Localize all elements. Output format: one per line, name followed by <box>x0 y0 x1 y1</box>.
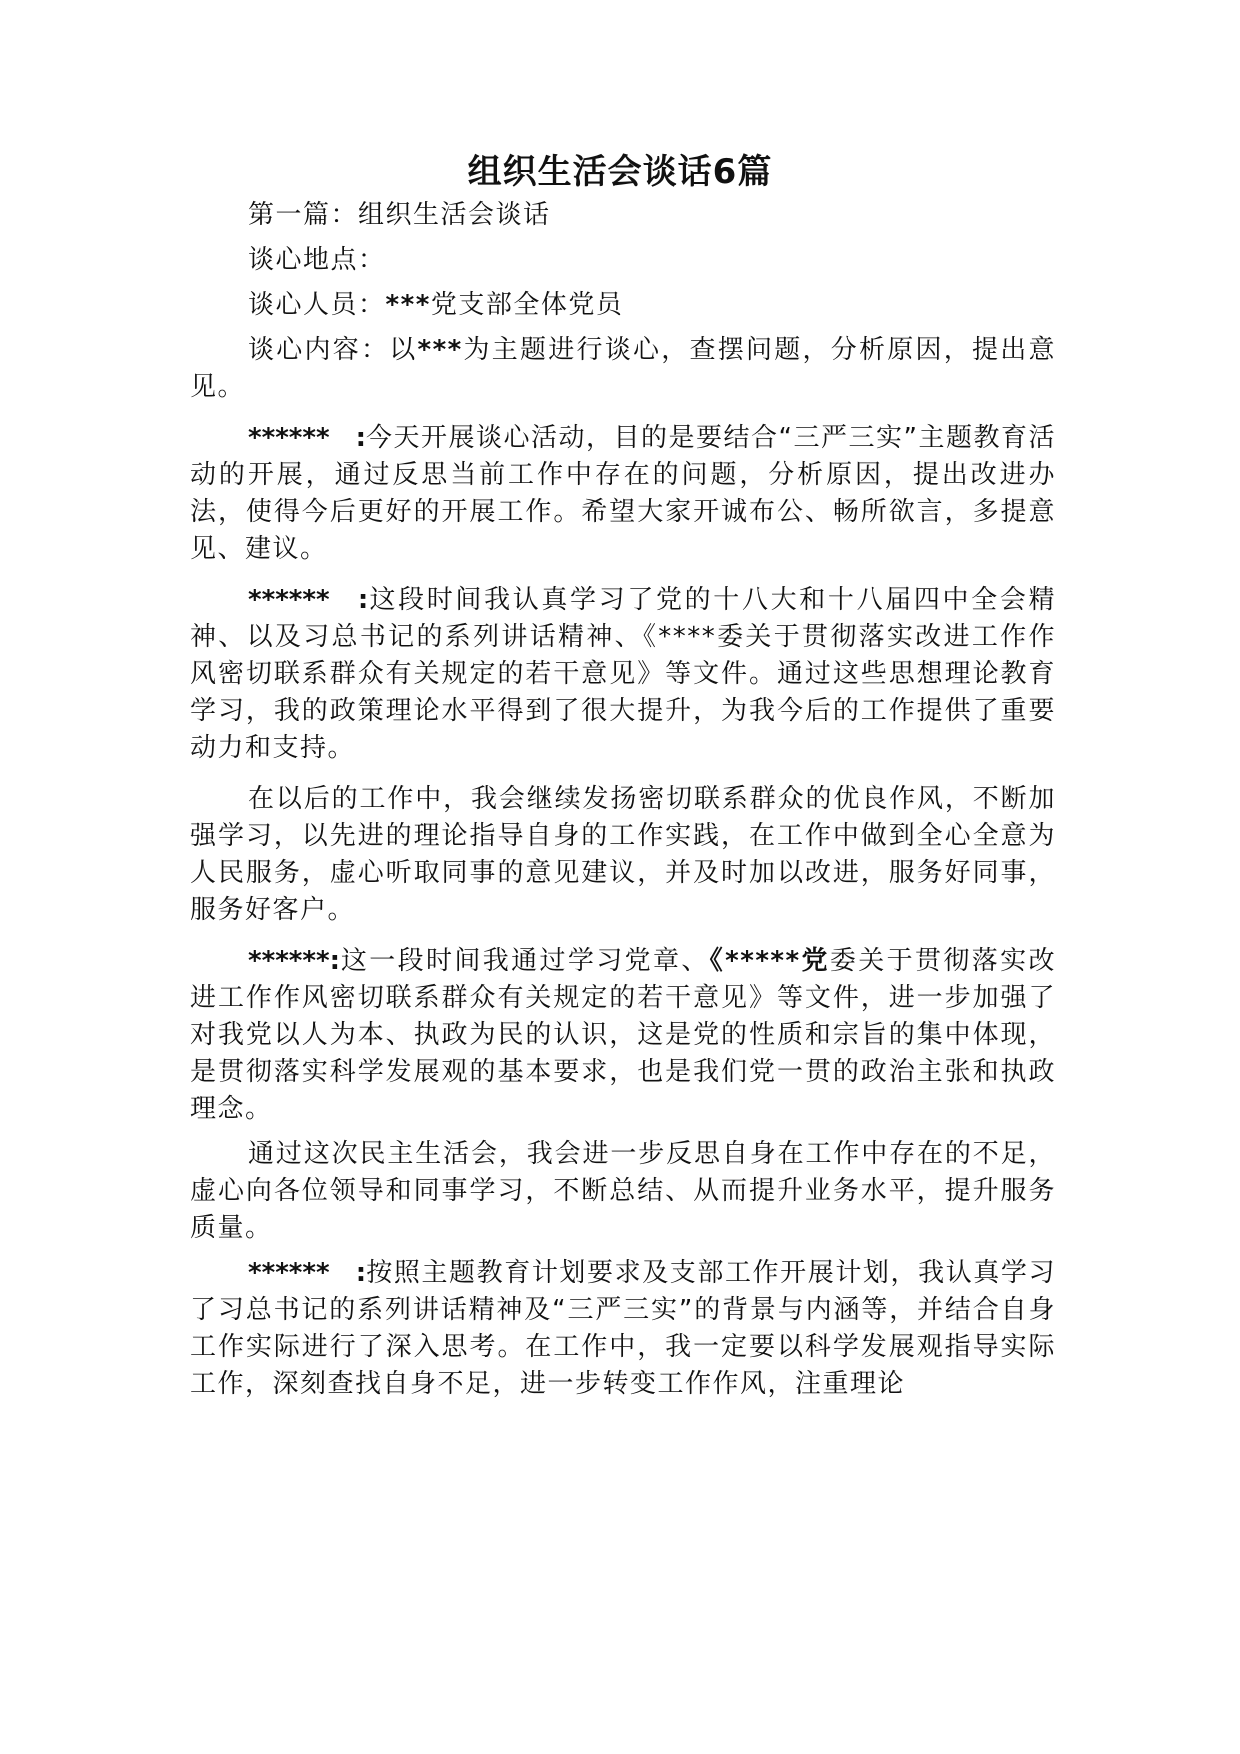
speaker-label: ****** : <box>248 423 366 453</box>
paragraph-bold-prefix: 《*****党 <box>709 946 830 976</box>
speaker-label: ******: <box>248 946 340 976</box>
talk-content-label: 谈心内容：以 <box>248 335 418 365</box>
paragraph-text: 今天开展谈心活动，目的是要结合“三严三实”主题教育活动的开展，通过反思当前工作中存在的问题，分析原因，提出改进办法，使得今后更好的开展工作。希望大家开诚布公、畅所欲言，多提意见、建议。 <box>190 423 1056 564</box>
paragraph-6 <box>190 1255 1056 1403</box>
paragraph-lead: 这一段时间我通过学习党章、 <box>339 946 710 976</box>
paragraph-text: 在以后的工作中，我会继续发扬密切联系群众的优良作风，不断加强学习，以先进的理论指导自身的工作实践，在工作中做到全心全意为人民服务，虚心听取同事的意见建议，并及时加以改进，服务好同事，服务好客户。 <box>190 784 1056 925</box>
paragraph-text: 委关于贯彻落实改进工作作风密切联系群众有关规定的若干意见》等文件，进一步加强了对我党以人为本、执政为民的认识，这是党的性质和宗旨的集中体现，是贯彻落实科学发展观的基本要求，也是我们党一贯的政治主张和执政理念。 <box>190 946 1056 1124</box>
participants-mask: *** <box>385 290 431 320</box>
section-heading: 第一篇：组织生活会谈话 <box>248 200 551 230</box>
speaker-label: ****** : <box>248 1258 367 1288</box>
paragraph-2 <box>190 582 1056 767</box>
participants-value: 党支部全体党员 <box>430 290 624 320</box>
paragraph-text: 通过这次民主生活会，我会进一步反思自身在工作中存在的不足，虚心向各位领导和同事学习，不断总结、从而提升业务水平，提升服务质量。 <box>190 1139 1056 1243</box>
paragraph-4 <box>190 943 1056 1128</box>
paragraph-text: 按照主题教育计划要求及支部工作开展计划，我认真学习了习总书记的系列讲话精神及“三严三实”的背景与内涵等，并结合自身工作实际进行了深入思考。在工作中，我一定要以科学发展观指导实际工作，深刻查找自身不足，进一步转变工作作风，注重理论 <box>190 1258 1056 1399</box>
talk-participants <box>190 287 1056 324</box>
content-mask: *** <box>417 335 463 365</box>
paragraph-1 <box>190 420 1056 568</box>
talk-participants-label: 谈心人员： <box>248 290 386 320</box>
document-body <box>190 197 1056 1403</box>
document-title: 组织生活会谈话6篇 <box>467 152 773 192</box>
content-value: 为主题进行谈心，查摆问题，分析原因，提出意见。 <box>190 335 1056 402</box>
talk-location-label: 谈心地点： <box>248 245 386 275</box>
paragraph-5 <box>190 1136 1056 1247</box>
talk-content <box>190 332 1056 406</box>
paragraph-text: 这段时间我认真学习了党的十八大和十八届四中全会精神、以及习总书记的系列讲话精神、《****委关于贯彻落实改进工作作风密切联系群众有关规定的若干意见》等文件。通过这些思想理论教育学习，我的政策理论水平得到了很大提升，为我今后的工作提供了重要动力和支持。 <box>190 585 1056 763</box>
speaker-label: ****** : <box>248 585 369 615</box>
paragraph-3 <box>190 781 1056 929</box>
talk-location <box>190 242 1056 279</box>
